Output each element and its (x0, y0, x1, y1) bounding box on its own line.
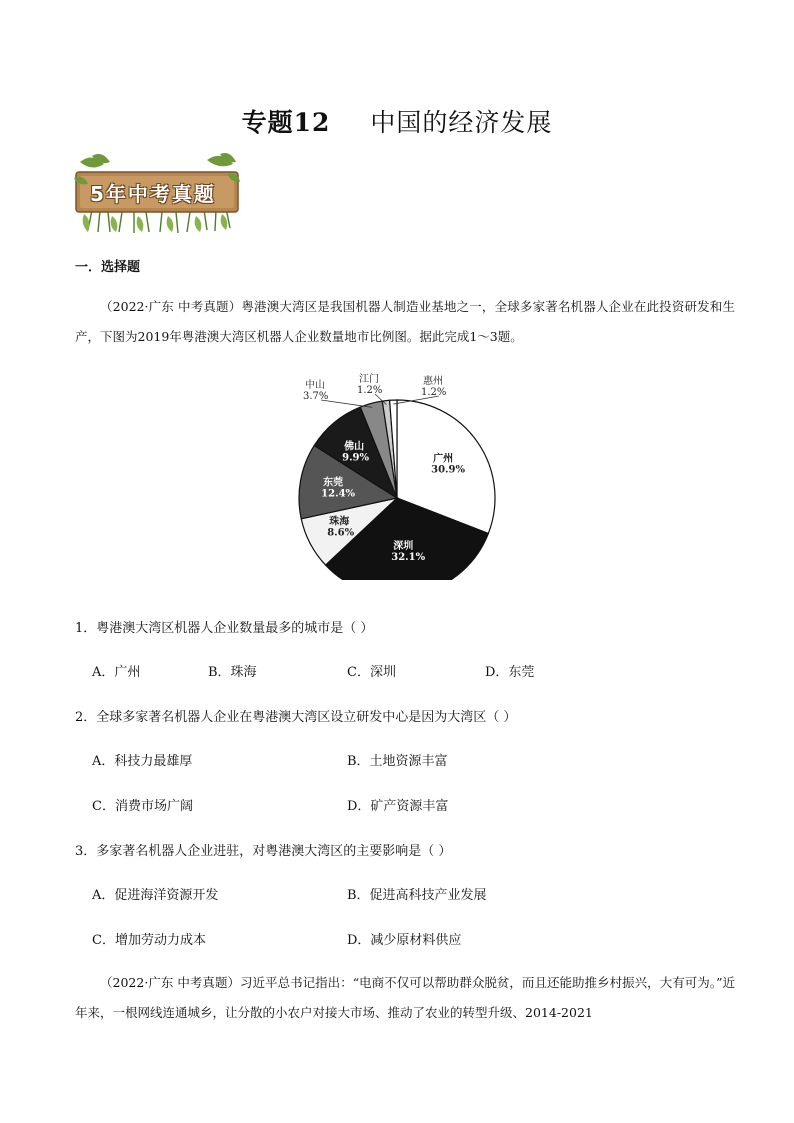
pie-label-3: 珠海 (329, 516, 350, 528)
pie-value-8: 1.2% (421, 387, 447, 398)
intro-2-source: （2022·广东 中考真题） (100, 975, 240, 990)
pie-value-1: 30.9% (431, 464, 466, 476)
banner-badge (72, 152, 242, 234)
question-3-option-d[interactable]: D．减少原材料供应 (347, 933, 462, 948)
question-2-option-a[interactable]: A．科技力最雄厚 (92, 754, 193, 769)
pie-label-1: 广州 (433, 453, 454, 465)
pie-label-8: 惠州 (423, 376, 443, 387)
question-3-option-a[interactable]: A．促进海洋资源开发 (92, 888, 219, 903)
topic-number: 专题12 (241, 108, 331, 137)
banner-text: 5年中考真题 (90, 182, 216, 206)
question-3-option-b[interactable]: B．促进高科技产业发展 (347, 888, 487, 903)
question-1-option-a[interactable]: A．广州 (92, 665, 141, 680)
pie-value-3: 8.6% (327, 527, 355, 539)
question-3-option-c[interactable]: C．增加劳动力成本 (92, 933, 206, 948)
pie-value-5: 9.9% (342, 452, 370, 464)
intro-1-text: 粤港澳大湾区是我国机器人制造业基地之一，全球多家著名机器人企业在此投资研发和生产，下图为2019年粤港澳大湾区机器人企业数量地市比例图。据此完成1～3题。 (75, 299, 735, 344)
page-title (0, 103, 794, 139)
section-heading: 一．选择题 (75, 260, 141, 275)
question-1-option-d[interactable]: D．东莞 (485, 665, 535, 680)
question-2-option-c[interactable]: C．消费市场广阔 (92, 799, 193, 814)
question-2-stem: 2．全球多家著名机器人企业在粤港澳大湾区设立研发中心是因为大湾区（ ） (75, 710, 517, 725)
topic-title: 中国的经济发展 (370, 108, 553, 137)
pie-label-7: 江门 (359, 374, 379, 385)
pie-label-6: 中山 (305, 380, 325, 391)
pie-value-2: 32.1% (391, 551, 426, 563)
question-1-stem: 1．粤港澳大湾区机器人企业数量最多的城市是（ ） (75, 621, 374, 636)
pie-value-4: 12.4% (321, 488, 356, 500)
intro-paragraph-2 (75, 968, 735, 1028)
pie-leader-line-6 (321, 400, 372, 407)
pie-value-6: 3.7% (303, 391, 329, 402)
intro-paragraph-1 (75, 292, 735, 352)
pie-label-5: 佛山 (344, 441, 365, 453)
intro-1-source: （2022·广东 中考真题） (100, 299, 242, 314)
pie-label-2: 深圳 (393, 540, 414, 552)
pie-chart-svg (285, 370, 510, 580)
pie-value-7: 1.2% (357, 385, 383, 396)
question-1-option-c[interactable]: C．深圳 (347, 665, 396, 680)
question-2-option-d[interactable]: D．矿产资源丰富 (347, 799, 449, 814)
question-1-option-b[interactable]: B．珠海 (208, 665, 257, 680)
pie-label-4: 东莞 (323, 477, 344, 489)
intro-2-text: 习近平总书记指出：“电商不仅可以帮助群众脱贫，而且还能助推乡村振兴，大有可为。”近年来，一根网线连通城乡，让分散的小农户对接大市场、推动了农业的转型升级、2014-2021 (75, 975, 735, 1020)
pie-chart (285, 370, 510, 580)
question-3-stem: 3．多家著名机器人企业进驻，对粤港澳大湾区的主要影响是（ ） (75, 844, 452, 859)
question-2-option-b[interactable]: B．土地资源丰富 (347, 754, 448, 769)
